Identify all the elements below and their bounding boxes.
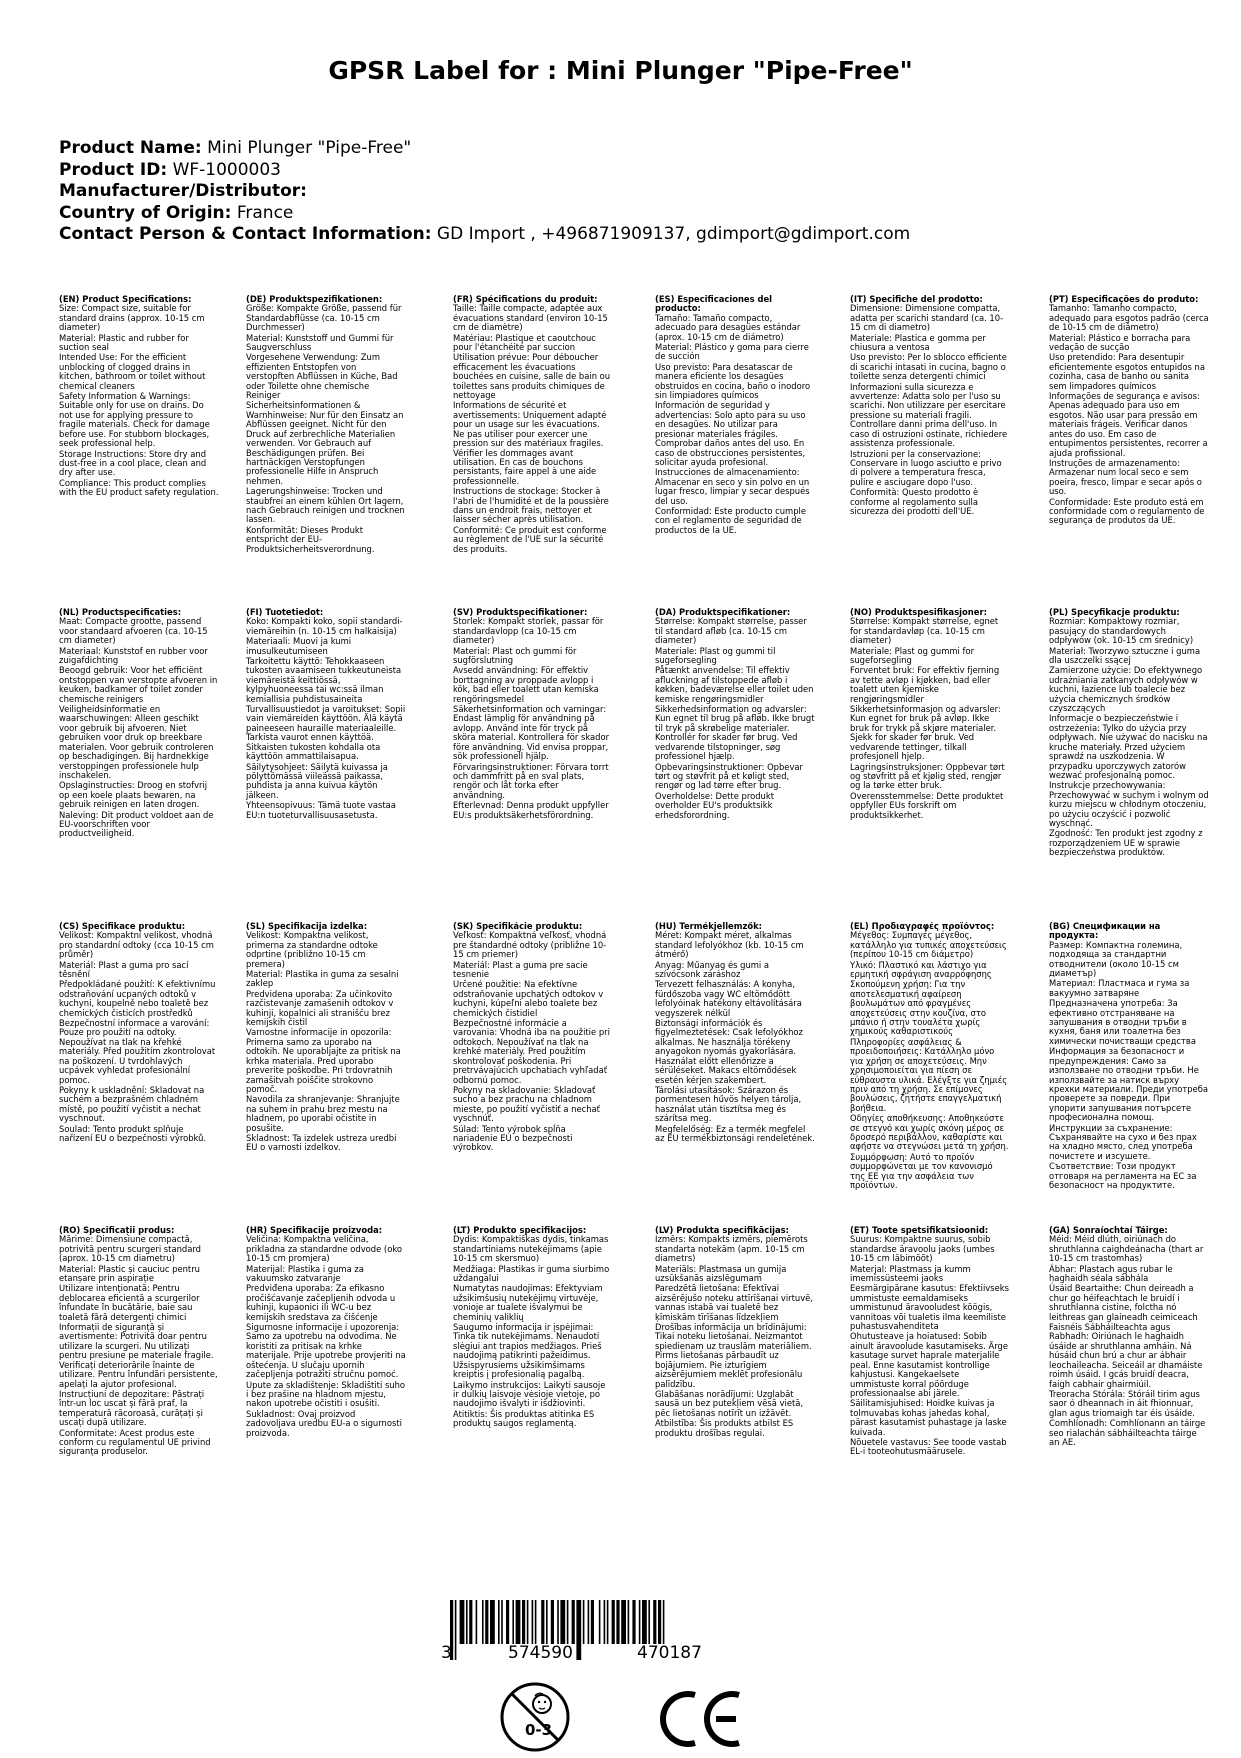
spec-line: Compliance: This product complies with the EU product safety regulation. [59, 477, 219, 498]
spec-line: Laikymo instrukcijos: Laikyti sausoje ir dulkių laisvoje vėsioje vietoje, po naudojimo išvalyti ir išdžiovinti. [453, 1379, 606, 1409]
spec-line: Μέγεθος: Συμπαγές μέγεθος, κατάλληλο για τυπικές αποχετεύσεις (περίπου 10-15 cm διάμετρο) [850, 930, 1007, 960]
barcode-bar [583, 1600, 585, 1644]
spec-line: Σκοπούμενη χρήση: Για την αποτελεσματική αφαίρεση βουλωμάτων από φραγμένες αποχετεύσεις στην κουζίνα, στο μπάνιο ή στην τουαλέτα χωρίς χημικούς καθαριστικούς [850, 979, 987, 1037]
barcode-bar [527, 1600, 529, 1644]
spec-line: Tarkoitettu käyttö: Tehokkaaseen tukosten avaamiseen tukkeutuneista viemäreistä keittiössä, kylpyhuoneessa tai wc:ssä ilman kemiallisia puhdistusaineita [246, 656, 402, 704]
barcode-bar [466, 1600, 468, 1644]
spec-line: Materiale: Plast og gummi for sugeforsegling [850, 645, 975, 666]
spec-line: Bezpečnostné informácie a varovania: Vhodná iba na použitie pri odtokoch. Nepoužívať na tlak na krehké materiály. Pred použitím skontrolovať poškodenia. Pri pretrvávajúcich upchatiach vyhľadať odbornú pomoc. [453, 1018, 610, 1085]
barcode-bar [560, 1600, 565, 1644]
spec-line: Conformidad: Este producto cumple con el reglamento de seguridad de productos de la UE. [655, 505, 806, 535]
barcode-bar [532, 1600, 534, 1644]
barcode-bar [604, 1600, 606, 1644]
barcode-bar [632, 1600, 635, 1644]
spec-line: Ohutusteave ja hoiatused: Sobib ainult äravoolude kasutamiseks. Ärge kasutage survet haprale materjalile peal. Enne kasutamist kontrollige kahjustusi. Kangekaelsete ummistuste korral pöörduge professionaalse abi järele. [850, 1331, 1008, 1398]
spec-block [246, 608, 406, 908]
barcode-bar [572, 1600, 575, 1644]
spec-line: Material: Plástico y goma para cierre de succión [655, 342, 809, 362]
spec-line: Vorgesehene Verwendung: Zum effizienten Entstopfen von verstopften Abflüssen in Küche, Bad oder Toilette ohne chemische Reiniger [246, 352, 398, 401]
spec-line: Eesmärgipärane kasutus: Efektiivseks ummistuste eemaldamiseks ummistunud äravooludest köögis, vannitoas või tualetis ilma keemiliste puhastusvahenditeta [850, 1283, 1009, 1332]
spec-block [246, 922, 406, 1222]
spec-line: Medžiaga: Plastikas ir guma siurbimo uždangalui [453, 1263, 610, 1284]
spec-line: Predvidena uporaba: Za učinkovito razčistevanje zamašenih odtokov v kuhinji, kopalnici ali stranišču brez kemijskih čistil [246, 988, 394, 1028]
barcode-bar [516, 1600, 521, 1644]
spec-line: Lagringsinstruksjoner: Oppbevar tørt og støvfritt på et kjølig sted, rengjør og la tørke etter bruk. [850, 761, 1005, 791]
spec-line: Storage Instructions: Store dry and dust-free in a cool place, clean and dry after use. [59, 448, 207, 478]
spec-line: Dydis: Kompaktiškas dydis, tinkamas standartiniams nutekėjimams (apie 10-15 cm skersmuo) [453, 1234, 609, 1264]
spec-line: Tamanho: Tamanho compacto, adequado para esgotos padrão (cerca de 10-15 cm de diâmetro) [1049, 303, 1209, 333]
spec-line: Instruções de armazenamento: Armazenar num local seco e sem poeira, fresco, limpar e secar após o uso. [1049, 457, 1202, 497]
spec-line: Veiligheidsinformatie en waarschuwingen: Alleen geschikt voor gebruik bij afvoeren. Niet gebruiken voor druk op breekbare materialen. Voor gebruik controleren op beschadigingen. Bij hardnekkige verstoppingen professionele hulp inschakelen. [59, 704, 214, 780]
spec-block [850, 608, 1010, 908]
country-label: Country of Origin: [59, 202, 232, 223]
spec-line: Størrelse: Kompakt størrelse, passer til standard afløb (ca. 10-15 cm diameter) [655, 616, 807, 646]
barcode-bar [576, 1600, 581, 1660]
product-id-label: Product ID: [59, 159, 168, 180]
spec-line: Предназначена употреба: За ефективно отстраняване на запушвания в отводни тръби в кухня, баня или тоалетна без химически почистващи средства [1049, 998, 1196, 1046]
spec-line: Material: Plastika in guma za sesalni zaklep [246, 969, 399, 989]
spec-block [1049, 608, 1209, 908]
spec-block [655, 295, 815, 595]
product-name-label: Product Name: [59, 138, 202, 158]
label-title: GPSR Label for : Mini Plunger "Pipe-Free" [328, 56, 913, 85]
spec-line: Material: Kunststoff und Gummi für Saugverschluss [246, 332, 394, 353]
spec-line: Méret: Kompakt méret, alkalmas standard lefolyókhoz (kb. 10-15 cm átmérő) [655, 930, 804, 960]
spec-line: Istruzioni per la conservazione: Conservare in luogo asciutto e privo di polvere a temperatura fresca, pulire e asciugare dopo l'uso. [850, 448, 1002, 487]
spec-line: Lagerungshinweise: Trocken und staubfrei an einem kühlen Ort lagern, nach Gebrauch reinigen und trocknen lassen. [246, 486, 405, 525]
spec-line: Určené použitie: Na efektívne odstraňovanie upchatých odtokov v kuchyni, kúpeľni alebo toalete bez chemických čistidiel [453, 979, 604, 1018]
barcode-bar [653, 1600, 656, 1644]
barcode-bar [455, 1600, 457, 1660]
barcode-bar [567, 1600, 569, 1644]
spec-line: Megfelelőség: Ez a termék megfelel az EU termékbiztonsági rendeletének. [655, 1123, 815, 1143]
barcode-right-digits: 470187 [637, 1643, 702, 1663]
spec-block-heading: (NO) Produktspesifikasjoner: [850, 608, 987, 617]
barcode-bar [522, 1600, 525, 1644]
spec-line: Pokyny na skladovanie: Skladovať sucho a bez prachu na chladnom mieste, po použití vyčistiť a nechať vyschnúť. [453, 1084, 600, 1124]
spec-line: Materijal: Plastika i guma za vakuumsko zatvaranje [246, 1263, 364, 1284]
spec-block [655, 608, 815, 908]
spec-line: Инструкции за съхранение: Съхранявайте на сухо и без прах на хладно място, след употреба почистете и изсушете. [1049, 1122, 1197, 1161]
product-id-value: WF-1000003 [172, 159, 281, 180]
spec-block [59, 608, 219, 908]
spec-line: Suurus: Kompaktne suurus, sobib standardse äravoolu jaoks (umbes 10-15 cm läbimõõt) [850, 1234, 995, 1264]
spec-line: Zgodność: Ten produkt jest zgodny z rozporządzeniem UE w sprawie bezpieczeństwa produktów. [1049, 828, 1203, 858]
spec-line: Konformität: Dieses Produkt entspricht der EU-Produktsicherheitsverordnung. [246, 524, 375, 554]
spec-block [59, 1226, 219, 1481]
spec-block-heading: (PT) Especificações do produto: [1049, 295, 1199, 304]
spec-line: Turvallisuustiedot ja varoitukset: Sopii vain viemäreiden käyttöön. Älä käytä paineeseen hauraille materiaaleille. Tarkista vaurot ennen käyttöä. Sitkaisten tukosten kohdalla ota käyttöön ammattilaisapua. [246, 704, 406, 762]
spec-line: Съответствие: Този продукт отговаря на регламента на ЕС за безопасност на продуктите. [1049, 1161, 1197, 1190]
spec-block [453, 1226, 613, 1481]
barcode-bar [512, 1600, 514, 1644]
spec-line: Tamaño: Tamaño compacto, adecuado para desagües estándar (aprox. 10-15 cm de diámetro) [655, 312, 801, 342]
contact-value: GD Import , +496871909137, gdimport@gdimport.com [436, 224, 911, 244]
spec-line: Beoogd gebruik: Voor het efficiënt ontstoppen van verstopte afvoeren in keuken, badkamer of toilet zonder chemische reinigers [59, 665, 218, 704]
spec-block-heading: (DE) Produktspezifikationen: [246, 295, 383, 304]
spec-block-heading: (EN) Product Specifications: [59, 295, 192, 304]
spec-block [655, 922, 815, 1222]
product-name-value: Mini Plunger "Pipe-Free" [207, 138, 412, 158]
spec-line: Varnostne informacije in opozorila: Primerna samo za uporabo na odtokih. Ne uporabljajte za pritisk na krhka materiala. Pred uporabo preverite poškodbe. Pri trdovratnih zamašitvah poiščite strokovno pomoč. [246, 1027, 401, 1094]
spec-line: Storlek: Kompakt storlek, passar för standardavlopp (ca 10-15 cm diameter) [453, 616, 604, 646]
spec-line: Material: Plastic și cauciuc pentru etanșare prin aspirație [59, 1263, 200, 1284]
spec-line: Material: Plástico e borracha para vedação de sucção [1049, 332, 1191, 353]
manufacturer-row [59, 181, 910, 203]
spec-line: Mărime: Dimensiune compactă, potrivită pentru scurgeri standard (aprox. 10-15 cm diametru) [59, 1234, 201, 1264]
spec-block-heading: (SV) Produktspecifikationer: [453, 608, 588, 617]
spec-line: Säilytysohjeet: Säilytä kuivassa ja pölyttömässä viileässä paikassa, puhdista ja anna kuivua käytön jälkeen. [246, 761, 388, 800]
barcode-bar [460, 1600, 465, 1644]
spec-block-heading: (FI) Tuotetiedot: [246, 608, 324, 617]
barcode-bar [658, 1600, 661, 1644]
spec-line: Yhteensopivuus: Tämä tuote vastaa EU:n tuoteturvallisuusasetusta. [246, 800, 396, 820]
spec-line: Size: Compact size, suitable for standard drains (approx. 10-15 cm diameter) [59, 303, 205, 333]
spec-block-heading: (GA) Sonraíochtaí Táirge: [1049, 1226, 1168, 1235]
spec-block-heading: (NL) Productspecificaties: [59, 608, 182, 617]
spec-block [850, 1226, 1010, 1481]
spec-line: Größe: Kompakte Größe, passend für Standardabflüsse (ca. 10-15 cm Durchmesser) [246, 303, 402, 333]
spec-line: Uso pretendido: Para desentupir eficientemente esgotos entupidos na cozinha, casa de banho ou sanita sem limpadores químicos [1049, 352, 1205, 391]
spec-line: Instrucciones de almacenamiento: Almacenar en seco y sin polvo en un lugar fresco, limpiar y secar después del uso. [655, 467, 810, 506]
product-info [59, 138, 910, 246]
spec-block-heading: (SK) Špecifikácie produktu: [453, 922, 583, 931]
barcode-bar [616, 1600, 619, 1644]
barcode-bar [621, 1600, 626, 1644]
spec-line: Utilisation prévue: Pour déboucher efficacement les évacuations bouchées en cuisine, salle de bain ou toilettes sans produits chimiques de nettoyage [453, 352, 611, 401]
spec-block-heading: (EL) Προδιαγραφές προϊόντος: [850, 922, 995, 931]
spec-line: Instrukcje przechowywania: Przechowywać w suchym i wolnym od kurzu miejscu w chłodnym otoczeniu, po użyciu oczyścić i pozwolić wyschnąć. [1049, 780, 1209, 828]
spec-line: Upute za skladištenje: Skladištiti suho i bez prašine na hladnom mjestu, nakon upotrebe očistiti i osušiti. [246, 1379, 406, 1409]
spec-line: Информация за безопасност и предупреждения: Само за използване по отводни тръби. Не използвайте за натиск върху крехки материали. Преди употреба проверете за повреди. При упорити запушвания потърсете професионална помощ. [1049, 1046, 1209, 1123]
spec-line: Opslaginstructies: Droog en stofvrij op een koele plaats bewaren, na gebruik reinigen en laten drogen. [59, 780, 208, 810]
spec-line: Ábhar: Plastach agus rubar le haghaidh séala sábhála [1049, 1263, 1173, 1284]
spec-line: Conformità: Questo prodotto è conforme al regolamento sulla sicurezza dei prodotti dell'UE. [850, 487, 979, 516]
spec-block [246, 295, 406, 595]
spec-line: Bezpečnostní informace a varování: Pouze pro použití na odtoky. Nepoužívat na tlak na křehké materiály. Před použitím zkontrolovat na poškození. U tvrdohlavých ucpávek vyhledat profesionální pomoc. [59, 1018, 216, 1085]
spec-line: Материал: Пластмаса и гума за вакуумно затваряне [1049, 978, 1190, 998]
spec-block-heading: (CS) Specifikace produktu: [59, 922, 186, 931]
spec-line: Förvaringsinstruktioner: Förvara torrt och dammfritt på en sval plats, rengör och låt torka efter användning. [453, 761, 609, 800]
spec-block-heading: (LV) Produkta specifikācijas: [655, 1226, 789, 1235]
spec-line: Instructions de stockage: Stocker à l'abri de l'humidité et de la poussière dans un endroit frais, nettoyer et laisser sécher après utilisation. [453, 486, 609, 525]
spec-line: Οδηγίες αποθήκευσης: Αποθηκεύστε σε στεγνό και χωρίς σκόνη μέρος σε δροσερό περιβάλλον, καθαρίστε και αφήστε να στεγνώσει μετά τη χρήση. [850, 1113, 1009, 1152]
spec-line: Glabāšanas norādījumi: Uzglabāt sausā un bez putekļiem vēsā vietā, pēc lietošanas notīrīt un izžāvēt. [655, 1388, 804, 1418]
spec-line: Información de seguridad y advertencias: Solo apto para su uso en desagües. No utilizar para presionar materiales frágiles. Comprobar daños antes del uso. En caso de obstrucciones persistentes, solicitar ayuda profesional. [655, 400, 806, 467]
spec-block-heading: (BG) Спецификации на продукта: [1049, 922, 1161, 941]
barcode-bar [591, 1600, 594, 1644]
spec-line: Úsáid Beartaithe: Chun deireadh a chur go héifeachtach le bruidí i shruthlanna cistine, folctha nó leithreas gan glaineadh ceimiceach [1049, 1283, 1198, 1322]
barcode-bar [546, 1600, 548, 1644]
barcode-bar [541, 1600, 544, 1644]
spec-block [453, 922, 613, 1222]
spec-block-heading: (HR) Specifikacije proizvoda: [246, 1226, 383, 1235]
barcode-bar [588, 1600, 590, 1644]
spec-line: Comhlíonadh: Comhlíonann an táirge seo rialachán sábháilteachta táirge an AE. [1049, 1418, 1206, 1447]
barcode-bar [599, 1600, 601, 1644]
spec-line: Biztonsági információk és figyelmeztetések: Csak lefolyókhoz alkalmas. Ne használja törékeny anyagokon nyomás gyakorlására. Használat előtt ellenőrizze a sérüléseket. Makacs eltömődések esetén kérjen szakembert. [655, 1018, 803, 1085]
barcode-left-digits: 574590 [508, 1643, 573, 1663]
spec-line: Taille: Taille compacte, adaptée aux évacuations standard (environ 10-15 cm de diamètre) [453, 303, 608, 333]
spec-line: Veličina: Kompaktna veličina, prikladna za standardne odvode (oko 10-15 cm promjera) [246, 1234, 402, 1264]
spec-line: Súlad: Tento výrobok spĺňa nariadenie EÚ o bezpečnosti výrobkov. [453, 1123, 573, 1153]
spec-block [59, 295, 219, 595]
spec-block-heading: (DA) Produktspecifikationer: [655, 608, 791, 617]
spec-line: Υλικό: Πλαστικό και λάστιχο για ερμητική σφράγιση αναρρόφησης [850, 959, 992, 980]
barcode-bar [607, 1600, 609, 1644]
spec-block [1049, 295, 1209, 595]
spec-line: Předpokládané použití: K efektivnímu odstraňování ucpaných odtoků v kuchyni, koupelně nebo toaletě bez chemických čisticích prostředků [59, 979, 216, 1018]
spec-line: Drošības informācija un brīdinājumi: Tikai noteku lietošanai. Neizmantot spiedienam uz trauslām materiāliem. Pirms lietošanas pārbaudīt uz bojājumiem. Pie izturīgiem aizsērējumiem meklēt profesionālu palīdzību. [655, 1322, 812, 1389]
contact-label: Contact Person & Contact Information: [59, 224, 432, 244]
barcode-bar [506, 1600, 509, 1644]
spec-line: Predviđena uporaba: Za efikasno pročišćavanje začepljenih odvoda u kuhinji, kupaonici ili WC-u bez kemijskih sredstava za čišćenje [246, 1283, 396, 1322]
spec-block-heading: (IT) Specifiche del prodotto: [850, 295, 983, 304]
barcode-bar [612, 1600, 615, 1644]
barcode-bar [490, 1600, 495, 1644]
spec-line: Izmērs: Kompakts izmērs, piemērots standarta notekām (apm. 10-15 cm diametrs) [655, 1234, 808, 1264]
spec-line: Anyag: Műanyag és gumi a szívócsonk záráshoz [655, 959, 770, 980]
spec-line: Säilitamisjuhised: Hoidke kuivas ja tolmuvabas kohas jahedas kohal, pärast kasutamist puhastage ja laske kuivada. [850, 1398, 1007, 1437]
spec-block [1049, 922, 1209, 1222]
spec-line: Sukladnost: Ovaj proizvod zadovoljava uredbu EU-a o sigurnosti proizvoda. [246, 1408, 402, 1438]
country-row [59, 203, 910, 225]
spec-line: Sicherheitsinformationen & Warnhinweise: Nur für den Einsatz an Abflüssen geeignet. Nicht für den Druck auf zerbrechliche Materialien verwenden. Vor Gebrauch auf Beschädigungen prüfen. Bei hartnäckigen Verstopfungen professionelle Hilfe in Anspruch nehmen. [246, 400, 404, 486]
spec-line: Πληροφορίες ασφάλειας & προειδοποιήσεις: Κατάλληλο μόνο για χρήση σε αποχετεύσεις. Μην χρησιμοποιείται για πίεση σε εύθραυστα υλικά. Ελέγξτε για ζημιές πριν από τη χρήση. Σε επίμονες βουλώσεις, ζητήστε επαγγελματική βοήθεια. [850, 1036, 1008, 1113]
barcode-bar [628, 1600, 630, 1644]
spec-line: Intended Use: For the efficient unblocking of clogged drains in kitchen, bathroom or toilet without chemical cleaners [59, 352, 206, 391]
spec-block-heading: (RO) Specificații produs: [59, 1226, 175, 1235]
spec-line: Materiał: Tworzywo sztuczne i guma dla uszczelki ssącej [1049, 645, 1201, 666]
barcode-first-digit: 3 [441, 1643, 452, 1663]
spec-block-heading: (FR) Spécifications du produit: [453, 295, 598, 304]
spec-line: Saugumo informacija ir įspėjimai: Tinka tik nutekėjimams. Nenaudoti slėgiui ant trapios medžiagos. Prieš naudojimą patikrinti pažeidimus. Užsispyrusiems užsikimšimams kreiptis į profesionalią pagalbą. [453, 1322, 602, 1380]
spec-line: Sikkerhetsinformasjon og advarsler: Kun egnet for bruk på avløp. Ikke bruk for trykk på skjøre materialer. Sjekk for skader før bruk. Ved vedvarende tettinger, tilkall profesjonell hjelp. [850, 704, 1001, 762]
spec-line: Uso previsto: Para desatascar de manera eficiente los desagües obstruidos en cocina, baño o inodoro sin limpiadores químicos [655, 361, 811, 401]
spec-line: Materiaali: Muovi ja kumi imusulkeutumiseen [246, 636, 352, 656]
spec-line: Sigurnosne informacije i upozorenja: Samo za upotrebu na odvodima. Ne koristiti za pritisak na krhke materijale. Prije upotrebe provjeriti na oštećenja. U slučaju upornih začepljenja potražiti stručnu pomoć. [246, 1322, 406, 1380]
barcode-bar [639, 1600, 641, 1644]
spec-line: Atitiktis: Šis produktas atitinka ES produktų saugos reglamentą. [453, 1408, 595, 1429]
spec-line: Informations de sécurité et avertissements: Uniquement adapté pour un usage sur les évacuations. Ne pas utiliser pour exercer une pression sur des matériaux fragiles. Vérifier les dommages avant utilisation. En cas de bouchons persistants, faire appel à une aide professionnelle. [453, 400, 607, 486]
spec-line: Safety Information & Warnings: Suitable only for use on drains. Do not use for applying pressure to fragile materials. Check for damage before use. For stubborn blockages, seek professional help. [59, 391, 210, 449]
spec-line: Dimensione: Dimensione compatta, adatta per scarichi standard (ca. 10-15 cm di diametro) [850, 303, 1004, 333]
spec-line: Naleving: Dit product voldoet aan de EU-voorschriften voor productveiligheid. [59, 809, 214, 839]
spec-line: Sikkerhedsinformation og advarsler: Kun egnet til brug på afløb. Ikke brugt til tryk på skrøbelige materialer. Kontrollér for skader før brug. Ved vedvarende tilstopninger, søg professionel hjælp. [655, 704, 815, 762]
spec-line: Atbilstība: Šis produkts atbilst ES produktu drošības regulai. [655, 1418, 794, 1438]
spec-block [59, 922, 219, 1222]
barcode-bar [642, 1600, 647, 1644]
spec-block [246, 1226, 406, 1481]
spec-line: Forventet bruk: For effektiv fjerning av tette avløp i kjøkken, bad eller toalett uten kjemiske rengjøringsmidler [850, 665, 1000, 704]
spec-line: Faisnéis Sábháilteachta agus Rabhadh: Oiriúnach le haghaidh úsáide ar shruthlanna amháin. Ná húsáid chun brú a chur ar ábhair leochaileacha. Seiceáil ar dhamáiste roimh úsáid. I gcás bruidí deacra, faigh cabhair ghairmiúil. [1049, 1322, 1203, 1389]
spec-line: Material: Plastic and rubber for suction seal [59, 332, 189, 353]
product-name-row [59, 138, 910, 160]
barcode-bar [557, 1600, 559, 1644]
spec-line: Maat: Compacte grootte, passend voor standaard afvoeren (ca. 10-15 cm diameter) [59, 616, 208, 646]
svg-text:0-3: 0-3 [525, 1721, 553, 1739]
spec-line: Utilizare intenționată: Pentru deblocarea eficientă a scurgerilor înfundate în bucătărie, baie sau toaletă fără detergenți chimici [59, 1283, 200, 1322]
barcode-bar [501, 1600, 503, 1644]
spec-line: Conformité: Ce produit est conforme au règlement de l'UE sur la sécurité des produits. [453, 524, 607, 554]
spec-line: Efterlevnad: Denna produkt uppfyller EU:s produktsäkerhetsförordning. [453, 800, 609, 820]
barcode-bar [663, 1600, 665, 1644]
spec-block [655, 1226, 815, 1481]
spec-line: Størrelse: Kompakt størrelse, egnet for standardavløp (ca. 10-15 cm diameter) [850, 616, 999, 646]
spec-block [453, 608, 613, 908]
barcode-bar [469, 1600, 472, 1644]
product-id-row [59, 160, 910, 182]
spec-line: Treoracha Stórála: Stóráil tirim agus saor ó dheannach in áit fhionnuar, glan agus triomaigh tar éis úsáide. [1049, 1388, 1200, 1418]
spec-line: Conformitate: Acest produs este conform cu regulamentul UE privind siguranța produselor. [59, 1427, 211, 1457]
barcode-bar [535, 1600, 537, 1644]
spec-line: Συμμόρφωση: Αυτό το προϊόν συμμορφώνεται με τον κανονισμό της ΕΕ για την ασφάλεια των προϊόντων. [850, 1151, 993, 1190]
spec-line: Informații de siguranță și avertismente: Potrivită doar pentru utilizare la scurgeri. Nu utilizați pentru presiune pe materiale fragile. Verificați deteriorările înainte de utilizare. Pentru înfundări persistente, apelați la ajutor profesional. [59, 1322, 218, 1389]
barcode-bar [476, 1600, 478, 1644]
spec-block-heading: (ET) Toote spetsifikatsioonid: [850, 1226, 989, 1235]
spec-line: Navodila za shranjevanje: Shranjujte na suhem in prahu brez mestu na hladnem, po uporabi očistite in posušite. [246, 1094, 400, 1133]
spec-line: Instrucțiuni de depozitare: Păstrați într-un loc uscat și fără praf, la temperatură răcoroasă, curățați și uscați după utilizare. [59, 1388, 205, 1428]
spec-block-heading: (ES) Especificaciones del producto: [655, 295, 773, 314]
spec-line: Paredzētā lietošana: Efektīvai aizsērējušo noteku attīrīšanai virtuvē, vannas istabā vai tualetē bez ķīmiskām tīrīšanas līdzekļiem [655, 1283, 813, 1322]
spec-line: Informações de segurança e avisos: Apenas adequado para uso em esgotos. Não usar para pressão em materiais frágeis. Verificar danos antes do uso. Em caso de entupimentos persistentes, recorrer a ajuda profissional. [1049, 391, 1208, 458]
spec-line: Tárolási utasítások: Szárazon és pormentesen hűvös helyen tárolja, használat után tisztítsa meg és szárítsa meg. [655, 1084, 802, 1124]
spec-line: Overensstemmelse: Dette produktet oppfyller EUs forskrift om produktsikkerhet. [850, 790, 1004, 820]
spec-line: Matériau: Plastique et caoutchouc pour l'étanchéité par succion [453, 332, 596, 353]
barcode-bar [485, 1600, 488, 1644]
spec-line: Materiale: Plastica e gomma per chiusura a ventosa [850, 332, 986, 353]
spec-line: Velikost: Kompaktna velikost, primerna za standardne odtoke odprtine (približno 10-15 cm premera) [246, 930, 378, 969]
barcode-bar [482, 1600, 484, 1644]
spec-line: Uso previsto: Per lo sblocco efficiente di scarichi intasati in cucina, bagno o toilette senza detergenti chimici [850, 352, 1007, 382]
spec-line: Informacje o bezpieczeństwie i ostrzeżenia: Tylko do użycia przy odpływach. Nie używać do nacisku na kruche materiały. Przed użyciem sprawdź na uszkodzenia. W przypadku uporczywych zatorów wezwać profesjonalną pomoc. [1049, 713, 1208, 780]
spec-line: Materiál: Plast a guma pro sací těsnění [59, 959, 189, 980]
spec-line: Skladnost: Ta izdelek ustreza uredbi EU o varnosti izdelkov. [246, 1132, 397, 1153]
spec-line: Koko: Kompakti koko, sopii standardi-viemäreihin (n. 10-15 cm halkaisija) [246, 616, 403, 636]
spec-line: Размер: Компактна големина, подходяща за стандартни отводнители (около 10-15 см диаметър) [1049, 939, 1183, 979]
spec-line: Soulad: Tento produkt splňuje nařízení EU o bezpečnosti výrobků. [59, 1123, 207, 1143]
spec-block [850, 295, 1010, 595]
spec-block [453, 295, 613, 595]
spec-line: Pokyny k uskladnění: Skladovat na suchém a bezprašném chladném místě, po použití vyčistit a nechat vyschnout. [59, 1084, 205, 1124]
spec-line: Materiál: Plast a guma pre sacie tesnenie [453, 959, 588, 980]
spec-line: Numatytas naudojimas: Efektyviam užsikimšusių nutekėjimų virtuvėje, vonioje ar tualete išvalymui be cheminių valiklių [453, 1283, 603, 1322]
spec-line: Veľkosť: Kompaktná veľkosť, vhodná pre štandardné odtoky (približne 10-15 cm priemer) [453, 930, 607, 960]
spec-block-heading: (LT) Produkto specifikacijos: [453, 1226, 587, 1235]
spec-line: Nõuetele vastavus: See toode vastab EL-i tooteohutusmäärusele. [850, 1436, 1007, 1457]
barcode-bar [498, 1600, 500, 1644]
spec-block-heading: (PL) Specyfikacje produktu: [1049, 608, 1180, 617]
spec-line: Avsedd användning: För effektiv borttagning av proppade avlopp i kök, bad eller toalett utan kemiska rengöringsmedel [453, 665, 599, 704]
spec-block-heading: (HU) Termékjellemzők: [655, 922, 763, 931]
spec-line: Materjal: Plastmass ja kumm imemissüsteemi jaoks [850, 1263, 971, 1284]
barcode-bar [551, 1600, 554, 1644]
spec-line: Materiāls: Plastmasa un gumija uzsūkšanās aizslēgumam [655, 1263, 787, 1284]
spec-line: Velikost: Kompaktní velikost, vhodná pro standardní odtoky (cca 10-15 cm průměr) [59, 930, 214, 960]
spec-line: Material: Plast och gummi för sugförslutning [453, 645, 577, 666]
spec-line: Materiaal: Kunststof en rubber voor zuigafdichting [59, 645, 208, 666]
spec-block [1049, 1226, 1209, 1481]
barcode-bar [648, 1600, 650, 1644]
spec-line: Méid: Méid dlúth, oiriúnach do shruthlanna caighdeánacha (thart ar 10-15 cm trastomhas) [1049, 1234, 1204, 1264]
spec-line: Zamierzone użycie: Do efektywnego udrażniania zatkanych odpływów w kuchni, łazience lub toalecie bez użycia chemicznych środków czyszczących [1049, 665, 1203, 714]
spec-line: Tervezett felhasználás: A konyha, fürdőszoba vagy WC eltömődött lefolyóinak hatékony eltávolítására vegyszerek nélkül [655, 979, 802, 1018]
spec-block [850, 922, 1010, 1222]
age-warning-0-3-icon [498, 1680, 572, 1758]
spec-line: Conformidade: Este produto está em conformidade com o regulamento de segurança de produtos da UE. [1049, 496, 1205, 526]
spec-line: Materiale: Plast og gummi til sugeforsegling [655, 645, 776, 666]
spec-line: Säkerhetsinformation och varningar: Endast lämplig för användning på avlopp. Använd inte för tryck på sköra material. Kontrollera för skador före användning. Vid envisa proppar, sök professionell hjälp. [453, 704, 610, 762]
spec-block-heading: (SL) Specifikacija izdelka: [246, 922, 368, 931]
spec-line: Informazioni sulla sicurezza e avvertenze: Adatta solo per l'uso su scarichi. Non utilizzare per esercitare pressione su materiali fragili. Controllare danni prima dell'uso. In caso di ostruzioni ostinate, richiedere assistenza professionale. [850, 381, 1008, 449]
ce-mark-icon [658, 1688, 744, 1754]
spec-line: Rozmiar: Kompaktowy rozmiar, pasujący do standardowych odpływów (ok. 10-15 cm średnicy) [1049, 616, 1194, 646]
spec-line: Påtænkt anvendelse: Til effektiv afluckning af tilstoppede afløb i køkken, badeværelse eller toilet uden kemiske rengøringsmidler [655, 665, 814, 704]
manufacturer-label: Manufacturer/Distributor: [59, 181, 307, 201]
country-value: France [236, 202, 294, 223]
contact-row [59, 224, 910, 246]
spec-line: Opbevaringsinstruktioner: Opbevar tørt og støvfrit på et køligt sted, rengør og lad tørre efter brug. [655, 761, 803, 791]
spec-line: Overholdelse: Dette produkt overholder EU's produktsikk erhedsforordning. [655, 790, 774, 820]
